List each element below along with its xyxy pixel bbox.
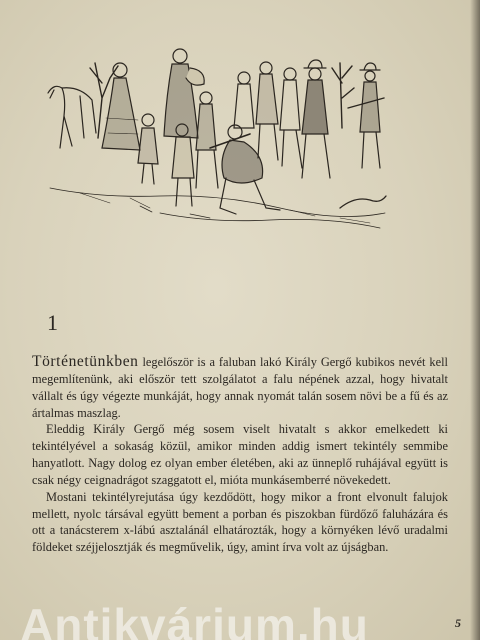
paragraph-1-text: legelőször is a faluban lakó Király Gergő kubikos nevét kell megemlítenünk, aki először tett szolgálatot a falu népének azzal, hogy hivatalt vállalt és úgy végezte munkáját, hogy annak nyomát talán sosem növi be a fű és az ártalmas maszlag.: [32, 355, 448, 420]
paragraph-2: Eleddig Király Gergő még sosem viselt hivatalt s akkor emelkedett ki tekintélyével a sokaság közül, amikor minden addig ismert tekintély semmibe hanyatlott. Nagy dolog ez olyan ember életében, aki az ünneplő ruhájával együtt is csak négy ceignadrágot szaggatott el, mióta munkásemberré növekedett.: [32, 422, 448, 487]
page-edge-shadow: [470, 0, 480, 640]
paragraph-1: [32, 354, 448, 421]
watermark: Antikvárium.hu: [20, 599, 369, 640]
village-crowd-drawing-icon: [40, 38, 390, 238]
opening-word: Történetünkben: [32, 353, 139, 370]
paragraph-3: Mostani tekintélyrejutása úgy kezdődött, hogy mikor a front elvonult falujok mellett, nyolc társával együtt bement a porban és piszokban fürdőző faluházára és ott a tanácsterem x-lábú asztalánál elhatározták, hogy a környéken lévő uradalmi földeket széjjelosztják és megművelik, úgy, amint írva volt az újságban.: [32, 489, 448, 555]
chapter-body: [32, 354, 448, 556]
chapter-number: 1: [47, 310, 58, 335]
page-number: 5: [455, 616, 461, 630]
